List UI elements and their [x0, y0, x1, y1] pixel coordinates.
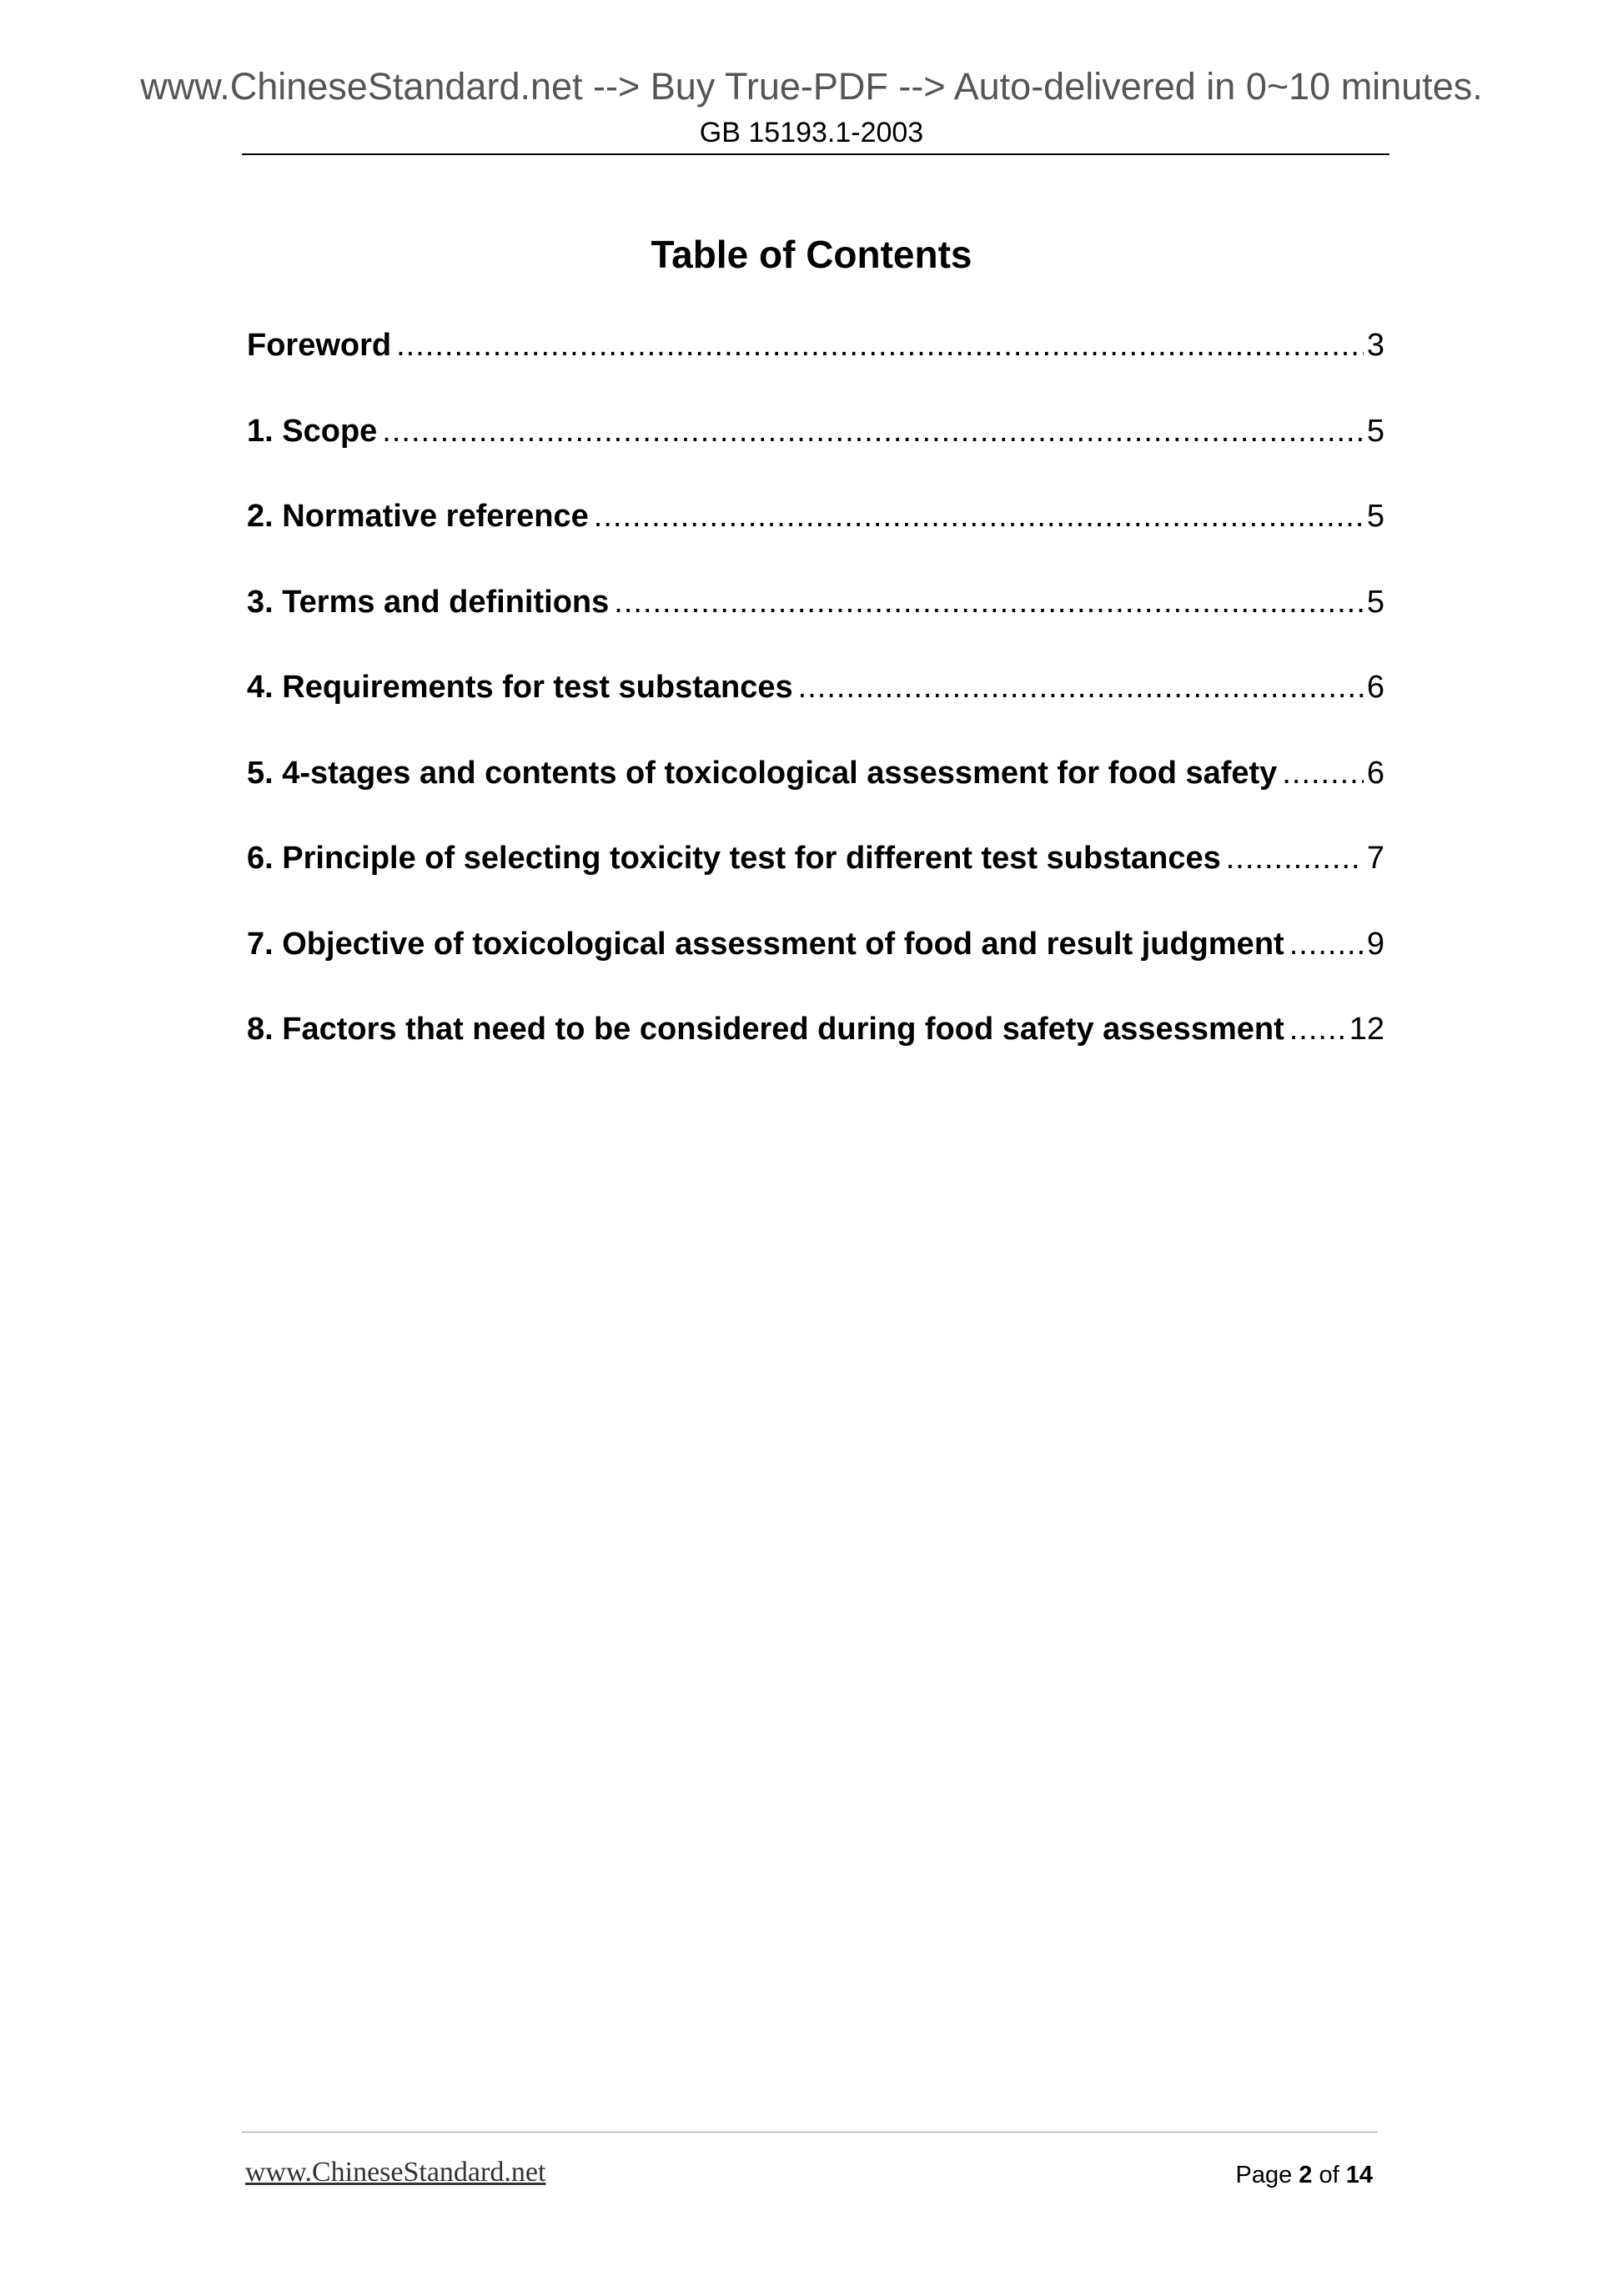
page-prefix: Page — [1235, 2162, 1293, 2188]
toc-entry-objective[interactable] — [247, 927, 1384, 1012]
table-of-contents — [247, 328, 1384, 1098]
toc-entry-label: 8. Factors that need to be considered during food safety assessment — [247, 1012, 1284, 1047]
toc-entry-factors[interactable] — [247, 1012, 1384, 1098]
toc-entry-foreword[interactable] — [247, 328, 1384, 414]
toc-entry-page: 9 — [1366, 926, 1384, 962]
dot-leader — [594, 499, 1364, 535]
toc-entry-normative-reference[interactable] — [247, 499, 1384, 585]
toc-entry-label: 1. Scope — [247, 413, 378, 449]
toc-entry-terms-definitions[interactable] — [247, 585, 1384, 671]
dot-leader — [614, 585, 1364, 620]
toc-entry-page: 5 — [1366, 413, 1384, 449]
toc-entry-label: 4. Requirements for test substances — [247, 670, 793, 705]
footer-divider — [242, 2132, 1378, 2133]
page-of: of — [1319, 2162, 1339, 2188]
toc-entry-label: 6. Principle of selecting toxicity test for different test substances — [247, 841, 1221, 876]
page-current: 2 — [1299, 2162, 1313, 2188]
toc-entry-page: 3 — [1366, 328, 1384, 363]
toc-entry-page: 12 — [1349, 1012, 1384, 1047]
site-banner: www.ChineseStandard.net --> Buy True-PDF --> Auto-delivered in 0~10 minutes. — [140, 65, 1483, 108]
toc-entry-stages[interactable] — [247, 756, 1384, 842]
dot-leader — [382, 414, 1364, 450]
footer-site-link[interactable]: www.ChineseStandard.net — [245, 2157, 546, 2188]
toc-entry-label: 3. Terms and definitions — [247, 584, 610, 620]
toc-entry-page: 5 — [1366, 584, 1384, 620]
dot-leader — [1282, 756, 1364, 791]
page-total: 14 — [1345, 2162, 1373, 2188]
dot-leader — [396, 328, 1364, 364]
toc-entry-page: 7 — [1366, 841, 1384, 876]
toc-entry-label: 5. 4-stages and contents of toxicological assessment for food safety — [247, 755, 1278, 791]
toc-entry-scope[interactable] — [247, 414, 1384, 500]
toc-entry-label: 2. Normative reference — [247, 499, 589, 534]
toc-entry-requirements[interactable] — [247, 670, 1384, 756]
page-number — [1235, 2162, 1373, 2189]
dot-leader — [1289, 1012, 1346, 1048]
toc-entry-principle[interactable] — [247, 841, 1384, 927]
toc-title: Table of Contents — [651, 233, 972, 276]
toc-entry-page: 6 — [1366, 670, 1384, 705]
toc-entry-label: Foreword — [247, 328, 392, 363]
toc-entry-page: 5 — [1366, 499, 1384, 534]
document-code: GB 15193.1-2003 — [699, 117, 924, 148]
dot-leader — [1289, 927, 1364, 962]
dot-leader — [1226, 841, 1364, 877]
toc-entry-label: 7. Objective of toxicological assessment of food and result judgment — [247, 926, 1284, 962]
dot-leader — [798, 670, 1364, 706]
toc-entry-page: 6 — [1366, 755, 1384, 791]
header-divider — [242, 153, 1389, 155]
